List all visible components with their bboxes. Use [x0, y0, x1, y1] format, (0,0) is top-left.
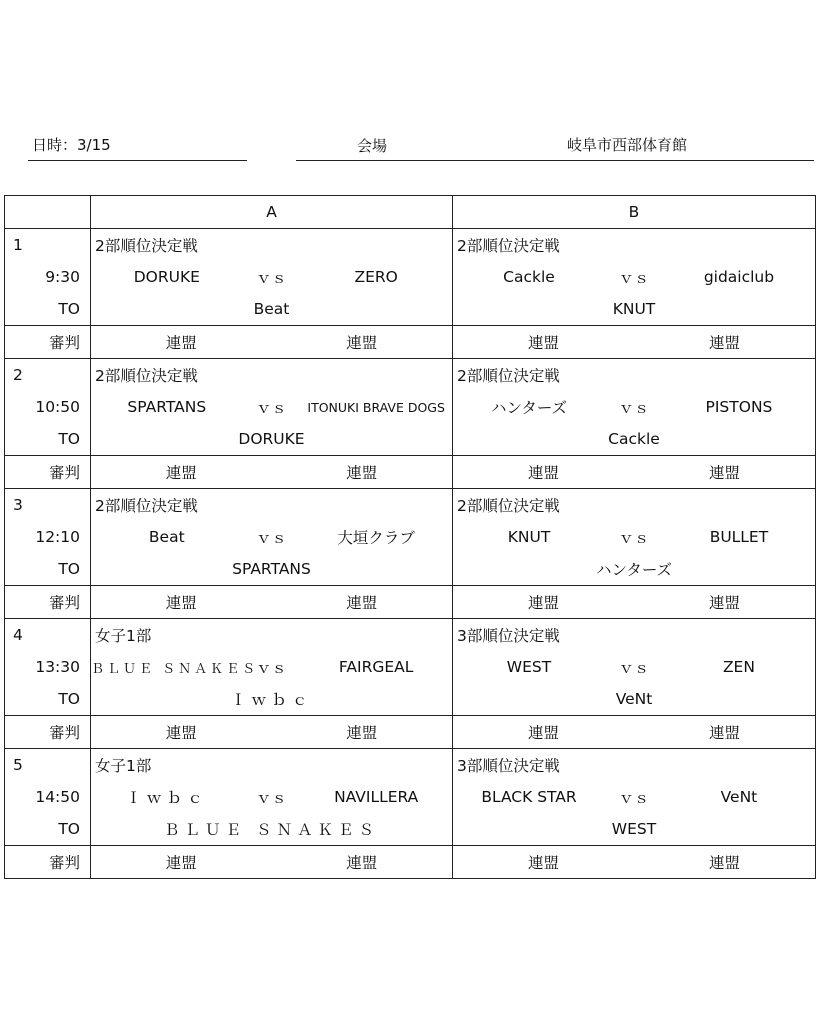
- court-a-match: [91, 396, 452, 418]
- round-5-category-row: [5, 749, 816, 782]
- referee-1: 連盟: [527, 854, 559, 872]
- table-header-row: [5, 196, 816, 229]
- referee-2: 連盟: [346, 334, 378, 352]
- court-b-to-team: VeNt: [453, 683, 816, 716]
- round-5-to-row: [5, 813, 816, 846]
- team-1: SPARTANS: [127, 398, 207, 416]
- referee-1: 連盟: [527, 464, 559, 482]
- round-4-referee-row: [5, 716, 816, 749]
- referee-2: 連盟: [708, 594, 740, 612]
- court-a-match: [91, 526, 452, 548]
- team-2: ITONUKI BRAVE DOGS: [307, 399, 445, 415]
- team-2: FAIRGEAL: [338, 658, 414, 676]
- to-label: TO: [5, 683, 91, 716]
- vs-label: ｖｓ: [255, 659, 287, 677]
- round-number: 1: [5, 229, 91, 262]
- referee-1: 連盟: [165, 724, 197, 742]
- team-1: DORUKE: [133, 268, 200, 286]
- vs-label: ｖｓ: [255, 399, 287, 417]
- court-b-to-team: ハンターズ: [453, 553, 816, 586]
- team-2: NAVILLERA: [334, 788, 419, 806]
- team-2: PISTONS: [705, 398, 773, 416]
- column-a-header: A: [91, 196, 453, 229]
- court-b-to-team: WEST: [453, 813, 816, 846]
- court-b-category: 3部順位決定戦: [453, 619, 816, 652]
- to-label: TO: [5, 293, 91, 326]
- round-time: 10:50: [5, 391, 91, 423]
- referee-1: 連盟: [165, 464, 197, 482]
- round-2-category-row: [5, 359, 816, 392]
- court-b-category: 2部順位決定戦: [453, 489, 816, 522]
- team-2: ZERO: [354, 268, 398, 286]
- team-1: ＢＬＵＥ ＳＮＡＫＥＳ: [91, 661, 259, 677]
- court-a-to-team: Beat: [91, 293, 453, 326]
- referee-1: 連盟: [165, 334, 197, 352]
- court-b-match: [453, 526, 815, 548]
- to-label: TO: [5, 813, 91, 846]
- to-label: TO: [5, 553, 91, 586]
- team-2: 大垣クラブ: [337, 529, 415, 547]
- venue-underline: [296, 160, 814, 161]
- round-4-category-row: [5, 619, 816, 652]
- team-2: gidaiclub: [703, 268, 775, 286]
- round-5-referee-row: [5, 846, 816, 879]
- vs-label: ｖｓ: [618, 529, 650, 547]
- referee-2: 連盟: [346, 724, 378, 742]
- venue-label: 会場: [357, 137, 388, 155]
- round-3-match-row: [5, 521, 816, 553]
- court-b-to-team: Cackle: [453, 423, 816, 456]
- court-b-match: [453, 786, 815, 808]
- referee-label: 審判: [5, 846, 91, 879]
- team-1: ハンターズ: [490, 399, 568, 417]
- referee-2: 連盟: [708, 464, 740, 482]
- court-a-category: 2部順位決定戦: [91, 229, 453, 262]
- team-1: WEST: [506, 658, 552, 676]
- round-number: 2: [5, 359, 91, 392]
- court-a-match: [91, 786, 452, 808]
- round-2-match-row: [5, 391, 816, 423]
- court-b-category: 2部順位決定戦: [453, 359, 816, 392]
- court-b-match: [453, 266, 815, 288]
- court-a-match: [91, 656, 452, 678]
- referee-2: 連盟: [346, 464, 378, 482]
- court-a-to-team: ＢＬＵＥ ＳＮＡＫＥＳ: [91, 813, 453, 846]
- round-time: 13:30: [5, 651, 91, 683]
- vs-label: ｖｓ: [618, 269, 650, 287]
- court-b-match: [453, 656, 815, 678]
- round-1-category-row: [5, 229, 816, 262]
- team-1: Ｉｗｂｃ: [125, 789, 208, 807]
- team-1: BLACK STAR: [481, 788, 577, 806]
- round-5-match-row: [5, 781, 816, 813]
- court-b-match: [453, 396, 815, 418]
- round-time: 12:10: [5, 521, 91, 553]
- referee-2: 連盟: [708, 724, 740, 742]
- round-1-match-row: [5, 261, 816, 293]
- date-underline: [28, 160, 247, 161]
- referee-2: 連盟: [346, 854, 378, 872]
- vs-label: ｖｓ: [618, 789, 650, 807]
- team-1: Beat: [148, 528, 185, 546]
- header-blank-cell: [5, 196, 91, 229]
- court-a-category: 女子1部: [91, 749, 453, 782]
- vs-label: ｖｓ: [618, 399, 650, 417]
- round-number: 4: [5, 619, 91, 652]
- referee-label: 審判: [5, 456, 91, 489]
- court-b-category: 3部順位決定戦: [453, 749, 816, 782]
- round-1-to-row: [5, 293, 816, 326]
- round-3-to-row: [5, 553, 816, 586]
- court-a-to-team: DORUKE: [91, 423, 453, 456]
- referee-2: 連盟: [708, 334, 740, 352]
- court-a-category: 2部順位決定戦: [91, 359, 453, 392]
- referee-label: 審判: [5, 586, 91, 619]
- referee-label: 審判: [5, 716, 91, 749]
- referee-1: 連盟: [527, 334, 559, 352]
- vs-label: ｖｓ: [255, 789, 287, 807]
- court-a-to-team: Ｉｗｂｃ: [91, 683, 453, 716]
- round-time: 14:50: [5, 781, 91, 813]
- referee-1: 連盟: [527, 724, 559, 742]
- column-b-header: B: [453, 196, 816, 229]
- round-2-to-row: [5, 423, 816, 456]
- team-2: ZEN: [722, 658, 755, 676]
- venue-name: 岐阜市西部体育館: [567, 136, 688, 154]
- round-3-category-row: [5, 489, 816, 522]
- referee-1: 連盟: [527, 594, 559, 612]
- court-b-to-team: KNUT: [453, 293, 816, 326]
- team-1: KNUT: [507, 528, 551, 546]
- referee-label: 審判: [5, 326, 91, 359]
- round-number: 5: [5, 749, 91, 782]
- court-b-category: 2部順位決定戦: [453, 229, 816, 262]
- round-4-to-row: [5, 683, 816, 716]
- court-a-match: [91, 266, 452, 288]
- date-label: 日時：3/15: [32, 136, 111, 154]
- to-label: TO: [5, 423, 91, 456]
- round-1-referee-row: [5, 326, 816, 359]
- court-a-category: 女子1部: [91, 619, 453, 652]
- vs-label: ｖｓ: [618, 659, 650, 677]
- round-number: 3: [5, 489, 91, 522]
- referee-2: 連盟: [346, 594, 378, 612]
- round-3-referee-row: [5, 586, 816, 619]
- court-a-to-team: SPARTANS: [91, 553, 453, 586]
- team-2: BULLET: [709, 528, 769, 546]
- round-4-match-row: [5, 651, 816, 683]
- court-a-category: 2部順位決定戦: [91, 489, 453, 522]
- referee-1: 連盟: [165, 854, 197, 872]
- vs-label: ｖｓ: [255, 529, 287, 547]
- referee-1: 連盟: [165, 594, 197, 612]
- schedule-table: [4, 195, 816, 879]
- team-1: Cackle: [503, 268, 555, 286]
- vs-label: ｖｓ: [255, 269, 287, 287]
- round-2-referee-row: [5, 456, 816, 489]
- team-2: VeNt: [720, 788, 758, 806]
- referee-2: 連盟: [708, 854, 740, 872]
- round-time: 9:30: [5, 261, 91, 293]
